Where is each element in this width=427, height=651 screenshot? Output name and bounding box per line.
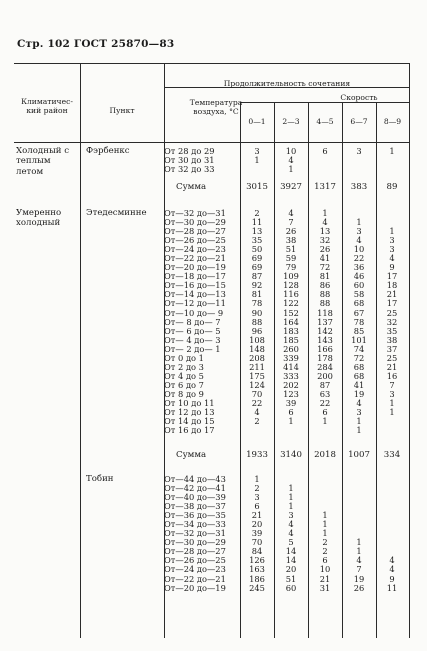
duration-value: 10 bbox=[319, 564, 331, 575]
duration-value: 78 bbox=[251, 298, 263, 309]
sum-value: 334 bbox=[383, 450, 401, 460]
duration-value: 50 bbox=[251, 244, 263, 255]
duration-value: 60 bbox=[285, 582, 297, 593]
duration-value: 118 bbox=[317, 307, 333, 318]
duration-value: 59 bbox=[285, 253, 297, 264]
duration-value: 6 bbox=[254, 501, 260, 512]
temperature-range: От 32 до 33 bbox=[164, 164, 215, 175]
duration-value: 32 bbox=[386, 316, 398, 327]
duration-value: 6 bbox=[288, 407, 294, 418]
duration-value: 17 bbox=[386, 271, 398, 282]
sum-label: Сумма bbox=[176, 450, 207, 460]
duration-value: 164 bbox=[283, 316, 299, 327]
temperature-range: От—16 до—15 bbox=[164, 280, 226, 291]
duration-value: 6 bbox=[322, 146, 328, 156]
sum-value: 1933 bbox=[246, 450, 268, 460]
temperature-range: От—28 до—27 bbox=[164, 226, 226, 237]
duration-value: 109 bbox=[283, 271, 299, 282]
header-duration: Продолжительность сочетания bbox=[223, 79, 351, 88]
temperature-range: От— 8 до— 7 bbox=[164, 316, 221, 327]
duration-value: 1 bbox=[288, 164, 294, 175]
duration-value: 1 bbox=[322, 519, 328, 530]
temperature-range: От—34 до—33 bbox=[164, 519, 226, 530]
duration-value: 3 bbox=[389, 244, 395, 255]
duration-value: 32 bbox=[319, 235, 331, 246]
temperature-range: От—26 до—25 bbox=[164, 555, 226, 566]
duration-value: 1 bbox=[288, 416, 294, 427]
duration-value: 166 bbox=[317, 343, 333, 354]
duration-value: 92 bbox=[251, 280, 263, 291]
duration-value: 183 bbox=[283, 325, 299, 336]
duration-value: 69 bbox=[251, 262, 263, 273]
duration-value: 14 bbox=[285, 546, 297, 557]
duration-value: 260 bbox=[283, 343, 299, 354]
duration-value: 21 bbox=[386, 361, 398, 372]
temperature-range: От 12 до 13 bbox=[164, 407, 215, 418]
duration-value: 414 bbox=[283, 361, 299, 372]
duration-value: 4 bbox=[389, 253, 395, 264]
duration-value: 21 bbox=[386, 289, 398, 300]
sum-value: 2018 bbox=[314, 450, 336, 460]
duration-value: 185 bbox=[283, 334, 299, 345]
temperature-range: От—38 до—37 bbox=[164, 501, 226, 512]
duration-value: 1 bbox=[356, 217, 362, 228]
sum-row-etedesminne bbox=[162, 450, 410, 461]
temperature-range: От 4 до 5 bbox=[164, 370, 204, 381]
duration-value: 116 bbox=[283, 289, 299, 300]
data-table bbox=[14, 63, 410, 638]
duration-value: 19 bbox=[353, 388, 365, 399]
temperature-range: От—24 до—23 bbox=[164, 564, 226, 575]
duration-value: 175 bbox=[249, 370, 265, 381]
sum-value: 1007 bbox=[348, 450, 370, 460]
duration-value: 19 bbox=[353, 573, 365, 584]
duration-value: 6 bbox=[322, 407, 328, 418]
duration-value: 7 bbox=[389, 379, 395, 390]
duration-value: 1 bbox=[288, 492, 294, 503]
temperature-range: От—30 до—29 bbox=[164, 537, 226, 548]
rows-fairbanks bbox=[162, 147, 410, 174]
duration-value: 4 bbox=[389, 555, 395, 566]
temperature-range: От—20 до—19 bbox=[164, 582, 226, 593]
duration-value: 128 bbox=[283, 280, 299, 291]
duration-value: 74 bbox=[353, 343, 365, 354]
table-top-rule bbox=[14, 63, 410, 64]
duration-value: 284 bbox=[317, 361, 333, 372]
duration-value: 18 bbox=[386, 280, 398, 291]
duration-value: 1 bbox=[254, 474, 260, 484]
duration-value: 186 bbox=[249, 573, 265, 584]
duration-value: 178 bbox=[317, 352, 333, 363]
duration-value: 58 bbox=[353, 289, 365, 300]
duration-value: 1 bbox=[254, 155, 260, 166]
duration-value: 126 bbox=[249, 555, 265, 566]
duration-value: 163 bbox=[249, 564, 265, 575]
duration-value: 13 bbox=[319, 226, 331, 237]
rows-etedesminne bbox=[162, 209, 410, 435]
header-temperature: Температура воздуха, °С bbox=[189, 98, 243, 116]
duration-value: 26 bbox=[285, 226, 297, 237]
duration-value: 11 bbox=[251, 217, 263, 228]
duration-value: 13 bbox=[251, 226, 263, 237]
duration-value: 2 bbox=[322, 546, 328, 557]
duration-value: 79 bbox=[285, 262, 297, 273]
temperature-range: От 2 до 3 bbox=[164, 361, 204, 372]
temperature-range: От—10 до— 9 bbox=[164, 307, 224, 318]
sum-row-fairbanks bbox=[162, 182, 410, 193]
duration-value: 70 bbox=[251, 388, 263, 399]
duration-value: 25 bbox=[386, 307, 398, 318]
temperature-range: От—14 до—13 bbox=[164, 289, 226, 300]
temperature-range: От 30 до 31 bbox=[164, 155, 215, 166]
temperature-range: От—36 до—35 bbox=[164, 510, 226, 521]
duration-value: 1 bbox=[389, 146, 395, 156]
temperature-range: От—42 до—41 bbox=[164, 483, 226, 494]
sum-value: 383 bbox=[350, 182, 368, 192]
duration-value: 1 bbox=[389, 397, 395, 408]
duration-value: 4 bbox=[288, 208, 294, 218]
duration-value: 108 bbox=[249, 334, 265, 345]
duration-value: 85 bbox=[353, 325, 365, 336]
duration-value: 200 bbox=[317, 370, 333, 381]
place-etedesminne: Этедесминне bbox=[86, 208, 147, 218]
sum-value: 3140 bbox=[280, 450, 302, 460]
duration-value: 148 bbox=[249, 343, 265, 354]
climate-moderately-cold: Умеренно холодный bbox=[16, 208, 62, 229]
duration-value: 3 bbox=[288, 510, 294, 521]
duration-value: 1 bbox=[288, 483, 294, 494]
duration-value: 87 bbox=[319, 379, 331, 390]
duration-value: 31 bbox=[319, 582, 331, 593]
header-col-4: 6—7 bbox=[350, 117, 368, 126]
temperature-range: От—26 до—25 bbox=[164, 235, 226, 246]
duration-value: 122 bbox=[283, 298, 299, 309]
duration-value: 1 bbox=[322, 208, 328, 218]
duration-value: 208 bbox=[249, 352, 265, 363]
duration-value: 2 bbox=[322, 537, 328, 548]
temperature-range: От—24 до—23 bbox=[164, 244, 226, 255]
duration-value: 70 bbox=[251, 537, 263, 548]
duration-value: 68 bbox=[353, 361, 365, 372]
sum-value: 89 bbox=[386, 182, 398, 192]
duration-value: 339 bbox=[283, 352, 299, 363]
duration-value: 1 bbox=[389, 226, 395, 237]
duration-value: 38 bbox=[285, 235, 297, 246]
duration-value: 63 bbox=[319, 388, 331, 399]
duration-value: 38 bbox=[386, 334, 398, 345]
duration-value: 87 bbox=[251, 271, 263, 282]
header-climate: Климатичес-кий район bbox=[21, 97, 73, 115]
temperature-range: От 10 до 11 bbox=[164, 397, 215, 408]
duration-value: 25 bbox=[386, 352, 398, 363]
duration-value: 6 bbox=[322, 555, 328, 566]
duration-value: 51 bbox=[285, 244, 297, 255]
duration-value: 72 bbox=[353, 352, 365, 363]
duration-value: 81 bbox=[251, 289, 263, 300]
duration-value: 9 bbox=[389, 573, 395, 584]
duration-value: 39 bbox=[285, 397, 297, 408]
duration-value: 3 bbox=[389, 235, 395, 246]
duration-value: 14 bbox=[285, 555, 297, 566]
duration-value: 2 bbox=[254, 208, 260, 218]
duration-value: 211 bbox=[249, 361, 265, 372]
column-rule bbox=[80, 63, 81, 638]
temperature-range: От—22 до—21 bbox=[164, 253, 226, 264]
duration-value: 1 bbox=[322, 528, 328, 539]
duration-value: 4 bbox=[322, 217, 328, 228]
duration-value: 1 bbox=[322, 416, 328, 427]
duration-value: 37 bbox=[386, 343, 398, 354]
duration-value: 88 bbox=[319, 289, 331, 300]
header-col-2: 2—3 bbox=[282, 117, 300, 126]
header-col-5: 8—9 bbox=[383, 117, 402, 126]
temperature-range: От 16 до 17 bbox=[164, 425, 215, 436]
duration-value: 3 bbox=[254, 492, 260, 503]
duration-value: 4 bbox=[288, 155, 294, 166]
duration-value: 1 bbox=[356, 537, 362, 548]
header-bottom-rule bbox=[14, 142, 410, 143]
duration-value: 78 bbox=[353, 316, 365, 327]
duration-value: 143 bbox=[317, 334, 333, 345]
place-fairbanks: Фэрбенкс bbox=[86, 146, 130, 156]
header-col-1: 0—1 bbox=[248, 117, 266, 126]
duration-value: 7 bbox=[288, 217, 294, 228]
header-place: Пункт bbox=[109, 106, 135, 115]
duration-value: 26 bbox=[353, 582, 365, 593]
duration-value: 84 bbox=[251, 546, 263, 557]
duration-value: 22 bbox=[353, 253, 365, 264]
header-col-3: 4—5 bbox=[316, 117, 334, 126]
duration-value: 5 bbox=[288, 537, 294, 548]
duration-value: 4 bbox=[356, 235, 362, 246]
duration-value: 10 bbox=[285, 146, 297, 156]
duration-value: 21 bbox=[251, 510, 263, 521]
duration-value: 245 bbox=[249, 582, 265, 593]
duration-value: 39 bbox=[251, 528, 263, 539]
temperature-range: От—22 до—21 bbox=[164, 573, 226, 584]
temperature-range: От— 2 до— 1 bbox=[164, 343, 221, 354]
temperature-range: От—30 до—29 bbox=[164, 217, 226, 228]
duration-value: 21 bbox=[319, 573, 331, 584]
duration-value: 333 bbox=[283, 370, 299, 381]
duration-value: 4 bbox=[288, 519, 294, 530]
duration-value: 4 bbox=[389, 564, 395, 575]
temperature-range: От—44 до—43 bbox=[164, 474, 226, 484]
duration-value: 20 bbox=[251, 519, 263, 530]
duration-value: 22 bbox=[251, 397, 263, 408]
duration-value: 124 bbox=[249, 379, 265, 390]
temperature-range: От 28 до 29 bbox=[164, 146, 215, 156]
duration-value: 4 bbox=[254, 407, 260, 418]
duration-value: 142 bbox=[317, 325, 333, 336]
duration-value: 1 bbox=[288, 501, 294, 512]
duration-value: 88 bbox=[319, 298, 331, 309]
duration-value: 81 bbox=[319, 271, 331, 282]
duration-value: 137 bbox=[317, 316, 333, 327]
duration-value: 10 bbox=[353, 244, 365, 255]
duration-value: 60 bbox=[353, 280, 365, 291]
duration-value: 68 bbox=[353, 298, 365, 309]
duration-value: 41 bbox=[353, 379, 365, 390]
sum-value: 1317 bbox=[314, 182, 336, 192]
temperature-range: От—18 до—17 bbox=[164, 271, 226, 282]
table-row bbox=[162, 426, 410, 435]
duration-value: 1 bbox=[356, 416, 362, 427]
temperature-range: От—32 до—31 bbox=[164, 208, 226, 218]
temperature-range: От 14 до 15 bbox=[164, 416, 215, 427]
sum-label: Сумма bbox=[176, 182, 207, 192]
duration-value: 20 bbox=[285, 564, 297, 575]
place-tobin: Тобин bbox=[86, 474, 114, 484]
temperature-range: От— 4 до— 3 bbox=[164, 334, 221, 345]
duration-value: 16 bbox=[386, 370, 398, 381]
duration-value: 51 bbox=[285, 573, 297, 584]
duration-value: 202 bbox=[283, 379, 299, 390]
temperature-range: От 0 до 1 bbox=[164, 352, 204, 363]
duration-value: 4 bbox=[356, 555, 362, 566]
duration-value: 35 bbox=[386, 325, 398, 336]
temperature-range: От 6 до 7 bbox=[164, 379, 204, 390]
duration-value: 4 bbox=[288, 528, 294, 539]
duration-value: 36 bbox=[353, 262, 365, 273]
duration-value: 3 bbox=[356, 407, 362, 418]
duration-value: 4 bbox=[356, 397, 362, 408]
duration-value: 1 bbox=[322, 510, 328, 521]
temperature-range: От—28 до—27 bbox=[164, 546, 226, 557]
duration-value: 68 bbox=[353, 370, 365, 381]
duration-value: 69 bbox=[251, 253, 263, 264]
speed-header-rule bbox=[240, 102, 410, 103]
climate-cold-warm-summer: Холодный с теплым летом bbox=[16, 146, 70, 177]
duration-value: 90 bbox=[251, 307, 263, 318]
duration-value: 3 bbox=[254, 146, 260, 156]
temperature-range: От—32 до—31 bbox=[164, 528, 226, 539]
duration-value: 46 bbox=[353, 271, 365, 282]
duration-value: 96 bbox=[251, 325, 263, 336]
header-speed: Скорость bbox=[340, 93, 378, 102]
duration-value: 152 bbox=[283, 307, 299, 318]
duration-value: 101 bbox=[351, 334, 367, 345]
temperature-range: От— 6 до— 5 bbox=[164, 325, 221, 336]
duration-value: 3 bbox=[389, 388, 395, 399]
duration-value: 9 bbox=[389, 262, 395, 273]
temperature-range: От—20 до—19 bbox=[164, 262, 226, 273]
duration-value: 7 bbox=[356, 564, 362, 575]
duration-value: 11 bbox=[386, 582, 398, 593]
duration-value: 2 bbox=[254, 483, 260, 494]
duration-value: 1 bbox=[389, 407, 395, 418]
sum-value: 3015 bbox=[246, 182, 268, 192]
table-row bbox=[162, 165, 410, 174]
duration-value: 1 bbox=[356, 546, 362, 557]
duration-value: 88 bbox=[251, 316, 263, 327]
page-header: Стр. 102 ГОСТ 25870—83 bbox=[17, 38, 175, 50]
temperature-range: От 8 до 9 bbox=[164, 388, 204, 399]
duration-value: 3 bbox=[356, 146, 362, 156]
temperature-range: От—40 до—39 bbox=[164, 492, 226, 503]
duration-value: 35 bbox=[251, 235, 263, 246]
duration-value: 3 bbox=[356, 226, 362, 237]
duration-value: 26 bbox=[319, 244, 331, 255]
duration-value: 41 bbox=[319, 253, 331, 264]
duration-value: 2 bbox=[254, 416, 260, 427]
duration-value: 67 bbox=[353, 307, 365, 318]
table-row bbox=[162, 584, 410, 593]
sum-value: 3927 bbox=[280, 182, 302, 192]
duration-value: 22 bbox=[319, 397, 331, 408]
duration-value: 17 bbox=[386, 298, 398, 309]
rows-tobin bbox=[162, 475, 410, 593]
temperature-range: От—12 до—11 bbox=[164, 298, 226, 309]
duration-value: 86 bbox=[319, 280, 331, 291]
duration-value: 1 bbox=[356, 425, 362, 436]
duration-value: 123 bbox=[283, 388, 299, 399]
duration-value: 72 bbox=[319, 262, 331, 273]
